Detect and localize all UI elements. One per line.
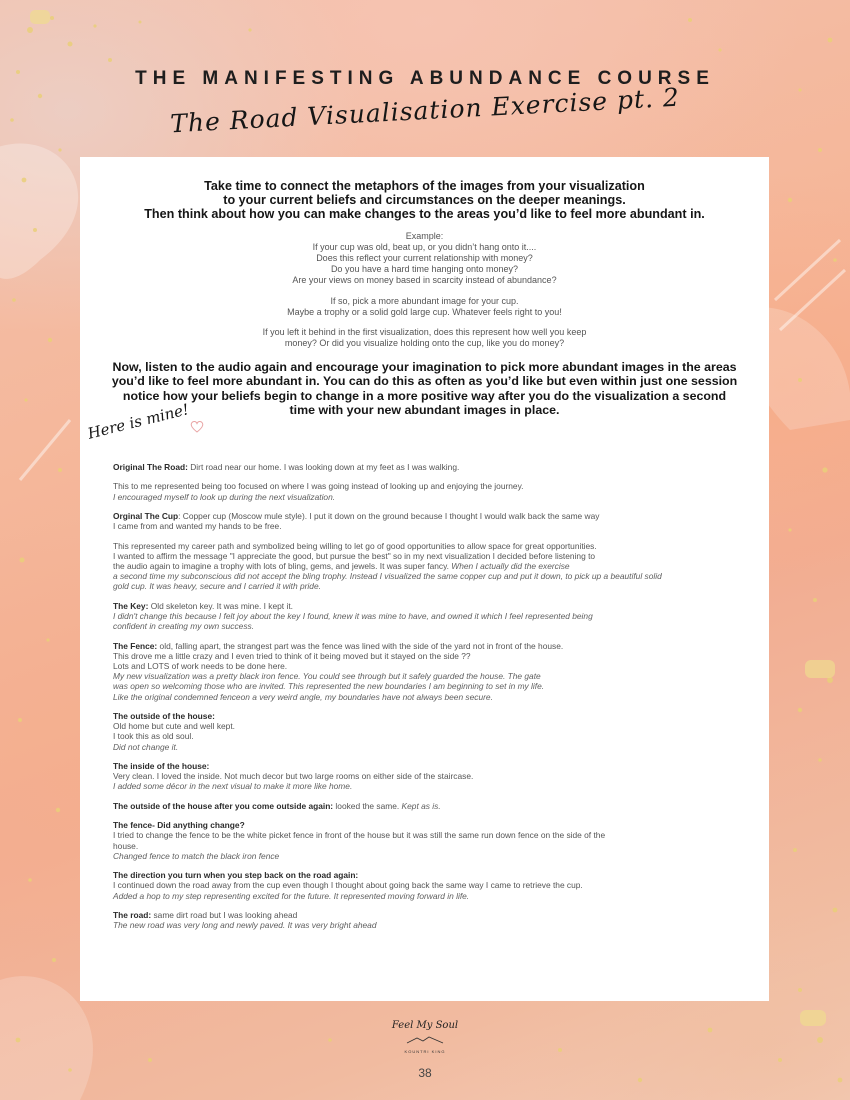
entry-text: I took this as old soul. <box>113 731 194 742</box>
content-panel <box>80 157 769 1001</box>
entry-fence <box>113 641 738 702</box>
entry-italic: I didn't change this because I felt joy about the key I found, knew it was mine to have, and owned it which I feel represented being <box>113 610 593 621</box>
intro-line: Take time to connect the metaphors of the images from your visualization <box>204 179 645 193</box>
instruction-text: Now, listen to the audio again and encourage your imagination to pick more abundant images in the areas you’d like to feel more abundant in. You can do this as often as you’d like but even within just one session notice how your beliefs begin to change in a more positive way after you do the visualization a second time with your new abundant images in place. <box>111 360 738 417</box>
page-number: 38 <box>418 1066 432 1080</box>
brand-logo <box>385 1020 465 1054</box>
entry-label: The Key: <box>113 600 149 611</box>
entry-italic: confident in creating my own success. <box>113 621 255 632</box>
entry-italic: Did not change it. <box>113 741 179 752</box>
entry-text: Lots and LOTS of work needs to be done here. <box>113 660 288 671</box>
entry-key <box>113 601 738 632</box>
entry-italic: My new visualization was a pretty black iron fence. You could see through but it safely guarded the house. The gate <box>113 671 541 682</box>
example-line: money? Or did you visualize holding onto the cup, like you do money? <box>284 338 565 348</box>
example-label: Example: <box>405 231 444 241</box>
intro-line: Then think about how you can make changes to the areas you’d like to feel more abundant in. <box>144 207 705 221</box>
example-line: If your cup was old, beat up, or you didn’t hang onto it.... <box>312 242 537 252</box>
entries-list <box>113 462 738 940</box>
entry-label: Orginal The Cup <box>113 510 179 521</box>
entry-direction <box>113 870 738 901</box>
entry-label: The outside of the house: <box>113 710 215 721</box>
entry-label: The direction you turn when you step back on the road again: <box>113 870 359 881</box>
entry-label: Original The Road: <box>113 462 188 472</box>
course-title: THE MANIFESTING ABUNDANCE COURSE <box>135 68 715 89</box>
entry-italic: gold cup. It was heavy, secure and I carried it with pride. <box>113 581 321 592</box>
entry-text: Very clean. I loved the inside. Not much decor but two large rooms on either side of the staircase. <box>113 771 474 782</box>
entry-cup <box>113 511 738 592</box>
entry-text: : Copper cup (Moscow mule style). I put it down on the ground because I thought I would walk back the same way <box>178 510 600 521</box>
example-block <box>80 231 769 286</box>
entry-label: The inside of the house: <box>113 760 210 771</box>
entry-outside-after <box>113 801 738 811</box>
entry-italic: Changed fence to match the black iron fence <box>113 850 280 861</box>
entry-text: looked the same. <box>333 800 402 811</box>
intro-block <box>80 179 769 221</box>
entry-outside-house <box>113 711 738 752</box>
entry-italic: a second time my subconscious did not accept the bling trophy. Instead I visualized the same copper cup and put it down, to pick up a beautiful solid <box>113 571 662 582</box>
example-line: Does this reflect your current relationship with money? <box>316 253 533 263</box>
entry-road <box>113 462 738 502</box>
example-line: Do you have a hard time hanging onto money? <box>330 264 519 274</box>
entry-text: Dirt road near our home. I was looking down at my feet as I was walking. <box>187 462 460 472</box>
example-block-2 <box>80 296 769 318</box>
example-line: Maybe a trophy or a solid gold large cup. Whatever feels right to you! <box>287 307 562 317</box>
heart-icon <box>190 420 204 433</box>
entry-text: I tried to change the fence to be the white picket fence in front of the house but it was still the same run down fence on the side of the <box>113 830 606 841</box>
entry-italic: I added some décor in the next visual to make it more like home. <box>113 781 353 792</box>
entry-italic: Added a hop to my step representing excited for the future. It represented moving forward in life. <box>113 890 470 901</box>
example-block-3 <box>80 327 769 349</box>
entry-label: The road: <box>113 909 152 920</box>
entry-label: The Fence: <box>113 640 158 651</box>
logo-script: Feel My Soul <box>391 1020 459 1031</box>
entry-text: I wanted to affirm the message "I appreciate the good, but pursue the best" so in my next visualization I decided before listening to <box>113 550 596 561</box>
entry-text: Old skeleton key. It was mine. I kept it. <box>148 600 293 611</box>
entry-text: This represented my career path and symbolized being willing to let go of good opportunities to allow space for great opportunities. <box>113 540 597 551</box>
entry-text: house. <box>113 840 139 851</box>
mountain-icon <box>405 1036 445 1044</box>
entry-inside-house <box>113 761 738 792</box>
entry-text: Old home but cute and well kept. <box>113 721 235 732</box>
entry-text: old, falling apart, the strangest part was the fence was lined with the side of the yard not in front of the house. <box>157 640 564 651</box>
entry-text: This to me represented being too focused on where I was going instead of looking up and enjoying the journey. <box>113 481 524 492</box>
entry-road-after <box>113 910 738 930</box>
entry-italic: The new road was very long and newly paved. It was very bright ahead <box>113 920 377 931</box>
entry-label: The fence- Did anything change? <box>113 820 245 831</box>
entry-fence-change <box>113 820 738 861</box>
entry-text: This drove me a little crazy and I even tried to think of it being moved but it stayed on the side ?? <box>113 650 471 661</box>
entry-label: The outside of the house after you come outside again: <box>113 800 334 811</box>
entry-italic: was open so welcoming those who are invited. This represented the new boundaries I am beginning to set in my life. <box>113 681 545 692</box>
entry-italic: I encouraged myself to look up during the next visualization. <box>113 491 336 502</box>
entry-text: the audio again to imagine a trophy with lots of bling, gems, and jewels. It was super fancy. <box>113 560 452 571</box>
intro-line: to your current beliefs and circumstances on the deeper meanings. <box>223 193 626 207</box>
exercise-title: The Road Visualisation Exercise pt. 2 <box>169 82 681 139</box>
entry-text: I continued down the road away from the cup even though I thought about going back the same way I came to retrieve the cup. <box>113 880 583 891</box>
entry-italic: Kept as is. <box>401 800 441 811</box>
entry-text: same dirt road but I was looking ahead <box>151 909 298 920</box>
here-is-mine-script: Here is mine! <box>85 400 191 443</box>
entry-italic: When I actually did the exercise <box>451 560 570 571</box>
example-line: Are your views on money based in scarcity instead of abundance? <box>292 275 557 285</box>
logo-subtext: KOUNTRI KING <box>404 1049 446 1054</box>
entry-text: I came from and wanted my hands to be free. <box>113 521 282 532</box>
example-line: If so, pick a more abundant image for your cup. <box>330 296 519 306</box>
entry-italic: Like the original condemned fenceon a very weird angle, my boundaries have not always been secure. <box>113 691 493 702</box>
example-line: If you left it behind in the first visualization, does this represent how well you keep <box>262 327 587 337</box>
